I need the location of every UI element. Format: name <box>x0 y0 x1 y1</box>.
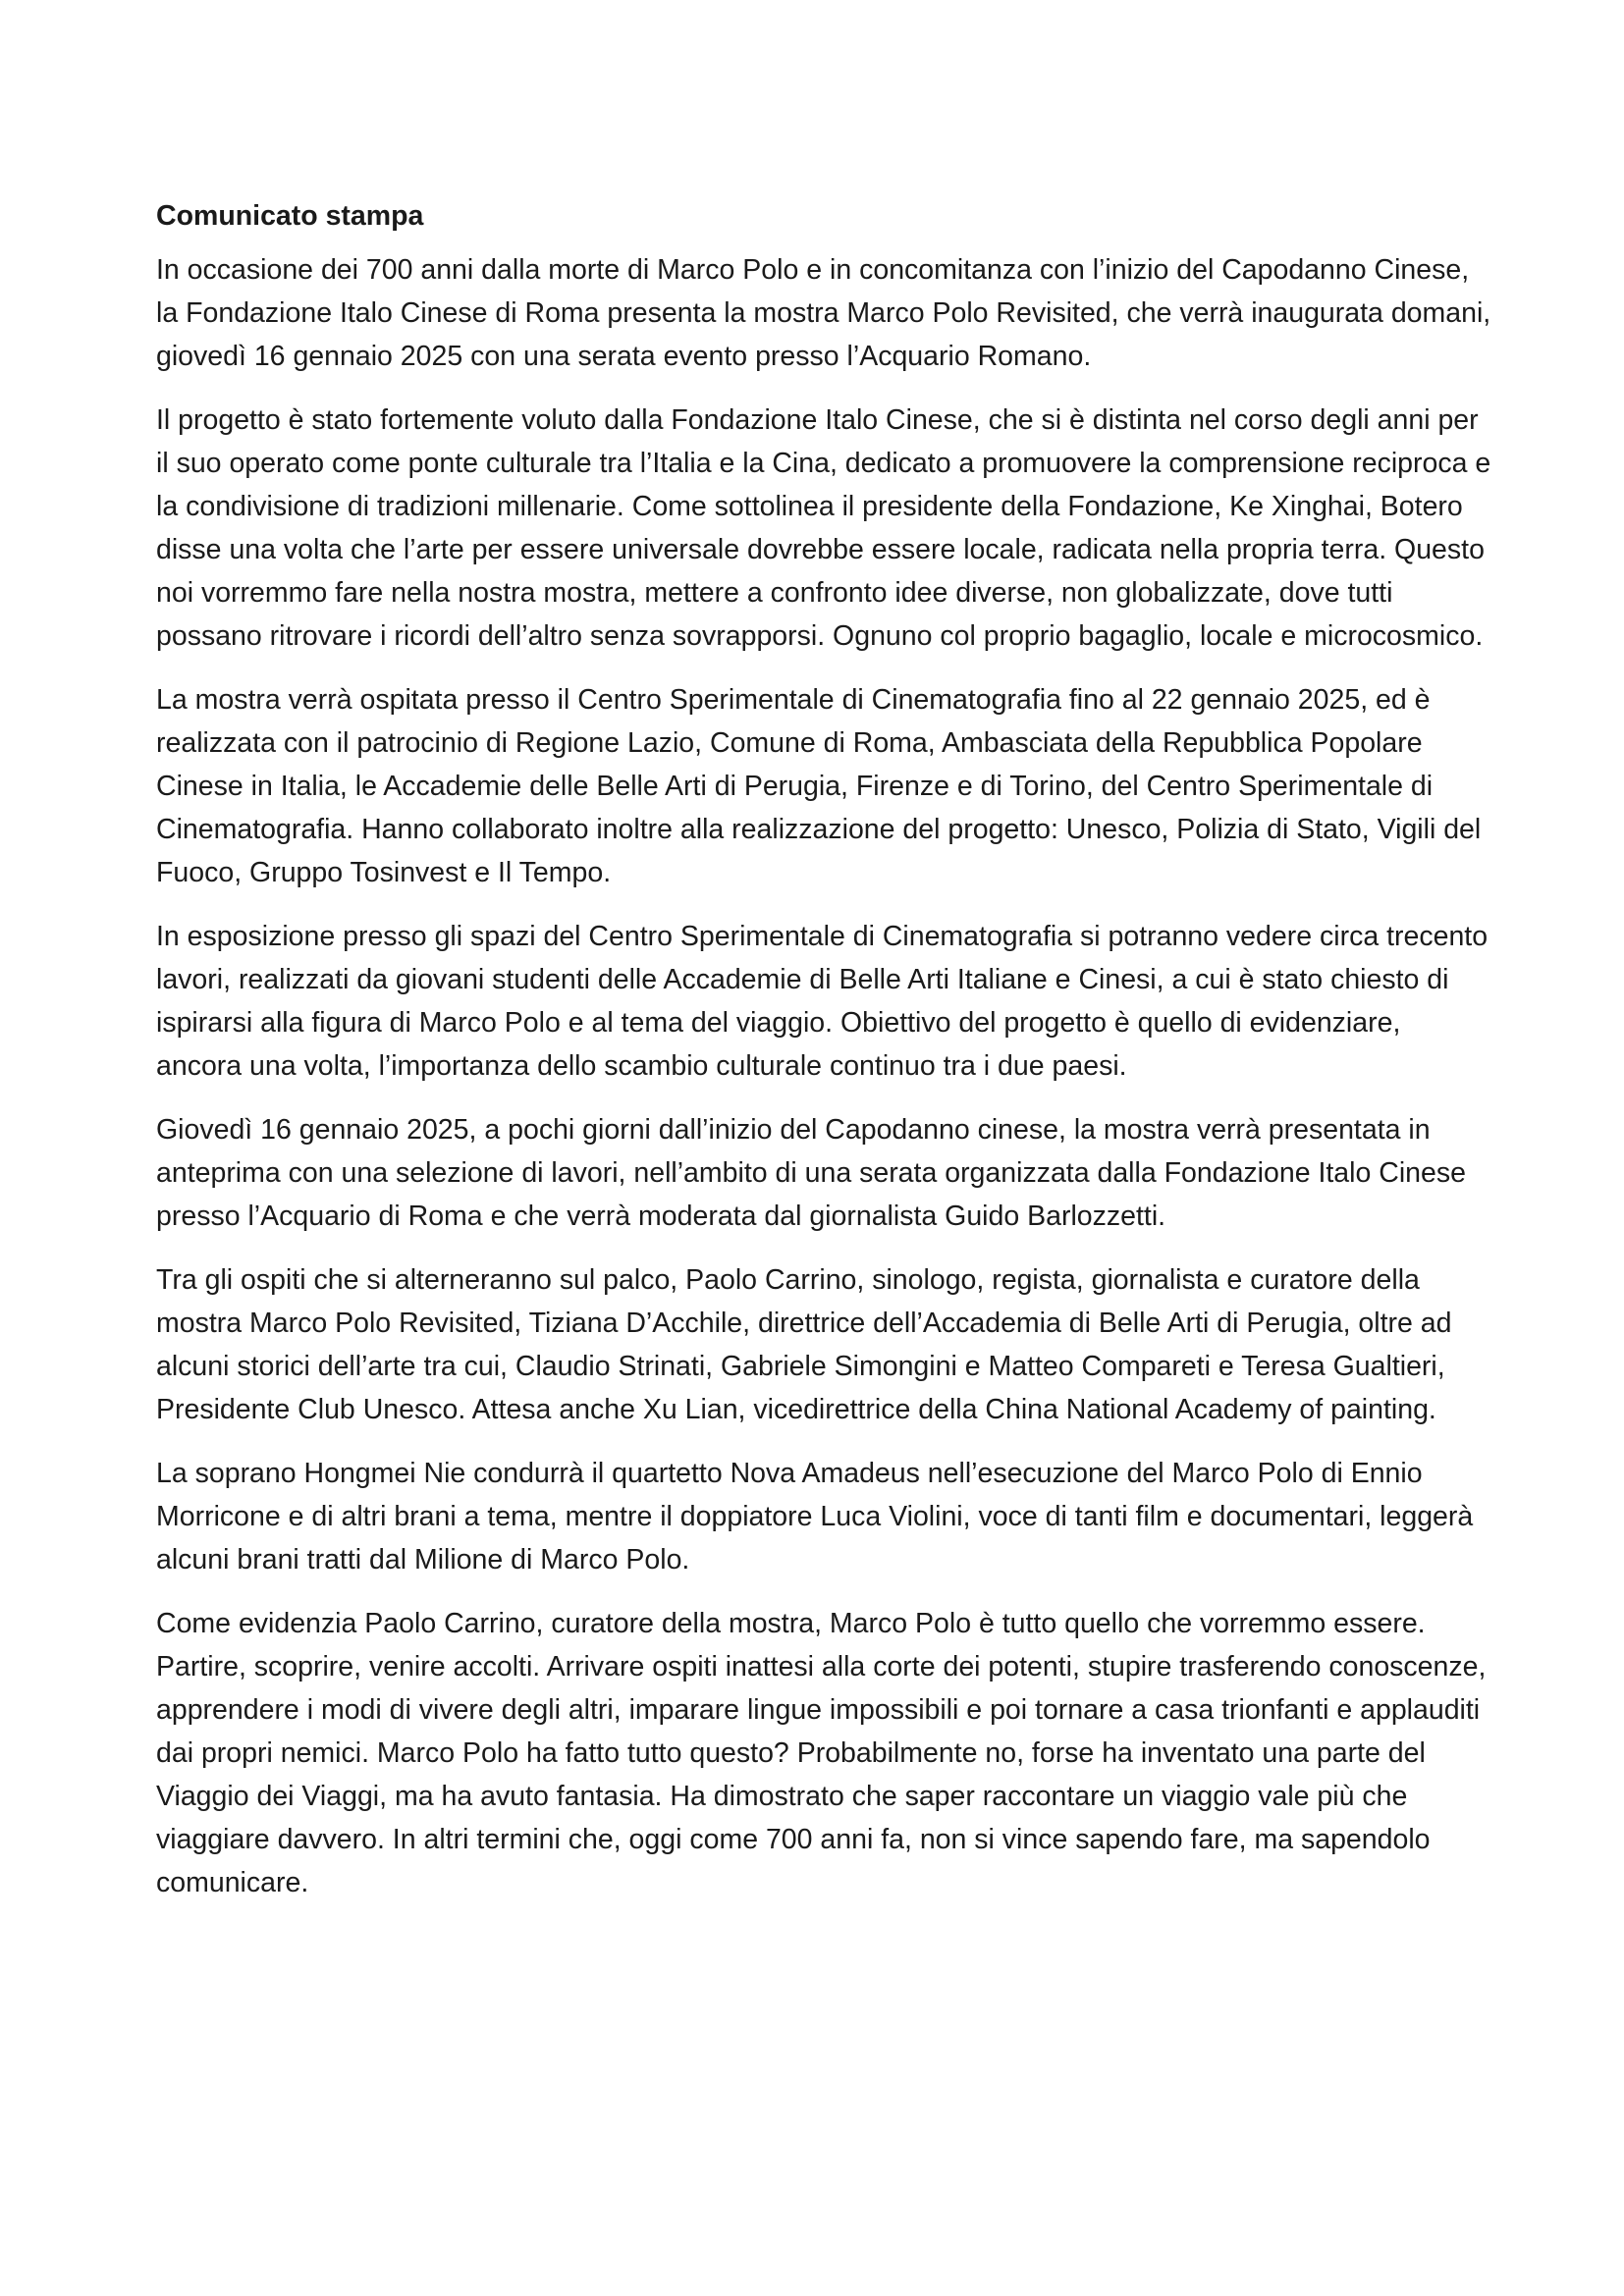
paragraph-venue: La mostra verrà ospitata presso il Centro Sperimentale di Cinematografia fino al 22 gennaio 2025, ed è realizzata con il patrocinio di Regione Lazio, Comune di Roma, Ambasciata della Repubblica Popolare Cinese in Italia, le Accademie delle Belle Arti di Perugia, Firenze e di Torino, del Centro Sperimentale di Cinematografia. Hanno collaborato inoltre alla realizzazione del progetto: Unesco, Polizia di Stato, Vigili del Fuoco, Gruppo Tosinvest e Il Tempo. <box>156 684 1482 888</box>
paragraph-intro: In occasione dei 700 anni dalla morte di Marco Polo e in concomitanza con l’inizio del Capodanno Cinese, la Fondazione Italo Cinese di Roma presenta la mostra Marco Polo Revisited, che verrà inaugurata domani, giovedì 16 gennaio 2025 con una serata evento presso l’Acquario Romano. <box>156 254 1491 372</box>
paragraph-exhibition: In esposizione presso gli spazi del Centro Sperimentale di Cinematografia si potranno vedere circa trecento lavori, realizzati da giovani studenti delle Accademie di Belle Arti Italiane e Cinesi, a cui è stato chiesto di ispirarsi alla figura di Marco Polo e al tema del viaggio. Obiettivo del progetto è quello di evidenziare, ancora una volta, l’importanza dello scambio culturale continuo tra i due paesi. <box>156 921 1489 1082</box>
paragraph-guests: Tra gli ospiti che si alterneranno sul palco, Paolo Carrino, sinologo, regista, giornalista e curatore della mostra Marco Polo Revisited, Tiziana D’Acchile, direttrice dell’Accademia di Belle Arti di Perugia, oltre ad alcuni storici dell’arte tra cui, Claudio Strinati, Gabriele Simongini e Matteo Compareti e Teresa Gualtieri, Presidente Club Unesco. Attesa anche Xu Lian, vicedirettrice della China National Academy of painting. <box>156 1264 1452 1425</box>
document-body <box>156 194 1491 1925</box>
paragraph-curator-quote: Come evidenzia Paolo Carrino, curatore della mostra, Marco Polo è tutto quello che vorremmo essere. Partire, scoprire, venire accolti. Arrivare ospiti inattesi alla corte dei potenti, stupire trasferendo conoscenze, apprendere i modi di vivere degli altri, imparare lingue impossibili e poi tornare a casa trionfanti e applauditi dai propri nemici. Marco Polo ha fatto tutto questo? Probabilmente no, forse ha inventato una parte del Viaggio dei Viaggi, ma ha avuto fantasia. Ha dimostrato che saper raccontare un viaggio vale più che viaggiare davvero. In altri termini che, oggi come 700 anni fa, non si vince sapendo fare, ma sapendolo comunicare. <box>156 1608 1487 1898</box>
document-title: Comunicato stampa <box>156 200 424 232</box>
paragraph-project: Il progetto è stato fortemente voluto dalla Fondazione Italo Cinese, che si è distinta nel corso degli anni per il suo operato come ponte culturale tra l’Italia e la Cina, dedicato a promuovere la comprensione reciproca e la condivisione di tradizioni millenarie. Come sottolinea il presidente della Fondazione, Ke Xinghai, Botero disse una volta che l’arte per essere universale dovrebbe essere locale, radicata nella propria terra. Questo noi vorremmo fare nella nostra mostra, mettere a confronto idee diverse, non globalizzate, dove tutti possano ritrovare i ricordi dell’altro senza sovrapporsi. Ognuno col proprio bagaglio, locale e microcosmico. <box>156 404 1491 652</box>
paragraph-music: La soprano Hongmei Nie condurrà il quartetto Nova Amadeus nell’esecuzione del Marco Polo di Ennio Morricone e di altri brani a tema, mentre il doppiatore Luca Violini, voce di tanti film e documentari, leggerà alcuni brani tratti dal Milione di Marco Polo. <box>156 1458 1474 1575</box>
paragraph-preview: Giovedì 16 gennaio 2025, a pochi giorni dall’inizio del Capodanno cinese, la mostra verrà presentata in anteprima con una selezione di lavori, nell’ambito di una serata organizzata dalla Fondazione Italo Cinese presso l’Acquario di Roma e che verrà moderata dal giornalista Guido Barlozzetti. <box>156 1114 1466 1232</box>
